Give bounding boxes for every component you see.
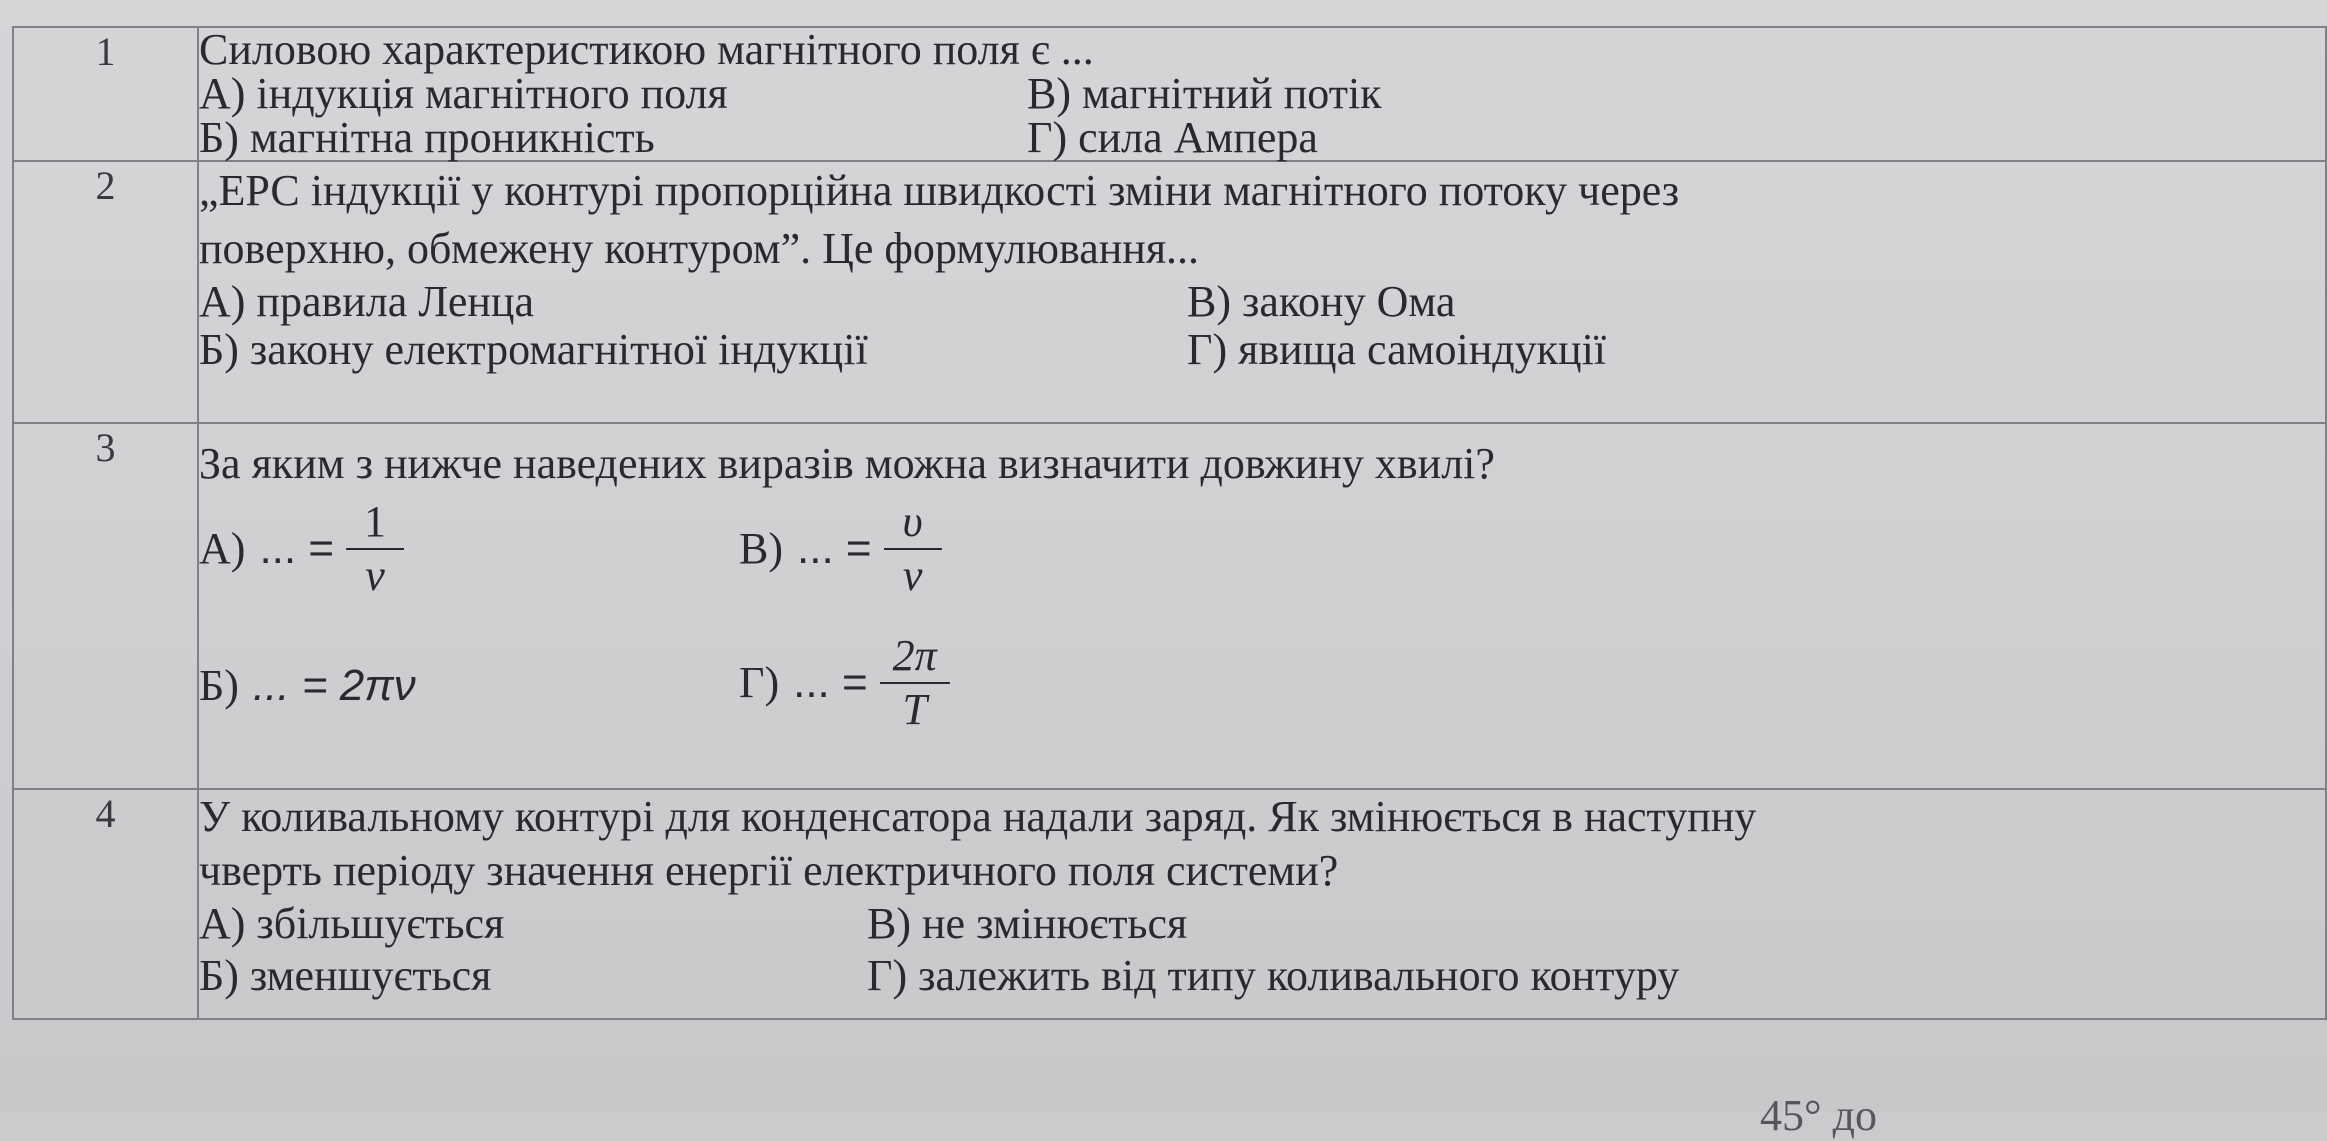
question-row-1 <box>13 27 2326 161</box>
formula-lhs: ... = <box>259 524 335 573</box>
question-row-4 <box>13 789 2326 1019</box>
option-g[interactable] <box>739 630 950 736</box>
question-text: За яким з нижче наведених виразів можна визначити довжину хвилі? <box>199 439 1495 488</box>
options-row <box>199 278 2325 326</box>
formula-row-2 <box>199 630 2325 770</box>
option-v[interactable]: В) магнітний потік <box>1027 69 1382 118</box>
option-a[interactable]: А) індукція магнітного поля <box>199 69 728 118</box>
fraction <box>346 496 404 602</box>
question-text-line-2: чверть періоду значення енергії електричного поля системи? <box>199 846 1339 895</box>
cut-off-text: 45° до <box>1760 1091 1877 1140</box>
option-a[interactable] <box>199 496 404 602</box>
numerator: υ <box>902 497 923 546</box>
question-number: 1 <box>13 27 198 161</box>
denominator: ν <box>902 551 923 600</box>
option-b[interactable]: Б) магнітна проникність <box>199 113 655 162</box>
option-a[interactable]: А) збільшується <box>199 899 505 948</box>
option-label: Б) <box>199 661 239 710</box>
option-b[interactable]: Б) закону електромагнітної індукції <box>199 325 868 374</box>
question-number: 2 <box>13 161 198 423</box>
quiz-table <box>12 26 2327 1020</box>
options-row <box>199 69 2325 118</box>
fraction <box>884 496 942 602</box>
question-content <box>198 27 2326 161</box>
formula-lhs: ... = <box>793 658 868 707</box>
options-row <box>199 113 2325 162</box>
option-v[interactable]: В) закону Ома <box>1187 277 1456 326</box>
denominator: T <box>902 685 927 734</box>
numerator: 2π <box>892 631 937 680</box>
question-content <box>198 161 2326 423</box>
option-g[interactable]: Г) залежить від типу коливального контуру <box>867 951 1680 1000</box>
question-text-line-1: У коливальному контурі для конденсатора надали заряд. Як змінюється в наступну <box>199 792 1757 841</box>
options-row <box>199 326 2325 374</box>
fraction <box>880 630 950 736</box>
question-row-2 <box>13 161 2326 423</box>
question-text-line-1: „ЕРС індукції у контурі пропорційна швидкості зміни магнітного потоку через <box>199 166 1680 215</box>
option-b[interactable] <box>199 660 416 712</box>
question-content <box>198 423 2326 789</box>
formula-row-1 <box>199 490 2325 630</box>
question-content <box>198 789 2326 1019</box>
option-v[interactable] <box>739 496 942 602</box>
formula-expression: ... = 2πν <box>252 661 416 710</box>
question-row-3 <box>13 423 2326 789</box>
question-number: 4 <box>13 789 198 1019</box>
option-label: А) <box>199 524 246 573</box>
option-label: В) <box>739 524 783 573</box>
question-text-line-2: поверхню, обмежену контуром”. Це формулювання... <box>199 224 1200 273</box>
numerator: 1 <box>364 497 387 546</box>
question-number: 3 <box>13 423 198 789</box>
options-row <box>199 898 2325 950</box>
option-v[interactable]: В) не змінюється <box>867 899 1188 948</box>
option-label: Г) <box>739 658 780 707</box>
formula-lhs: ... = <box>797 524 872 573</box>
options-row <box>199 950 2325 1002</box>
option-g[interactable]: Г) сила Ампера <box>1027 113 1318 162</box>
option-b[interactable]: Б) зменшується <box>199 951 492 1000</box>
option-a[interactable]: А) правила Ленца <box>199 277 535 326</box>
denominator: ν <box>365 551 385 600</box>
option-g[interactable]: Г) явища самоіндукції <box>1187 325 1607 374</box>
question-text: Силовою характеристикою магнітного поля є ... <box>199 25 1094 74</box>
